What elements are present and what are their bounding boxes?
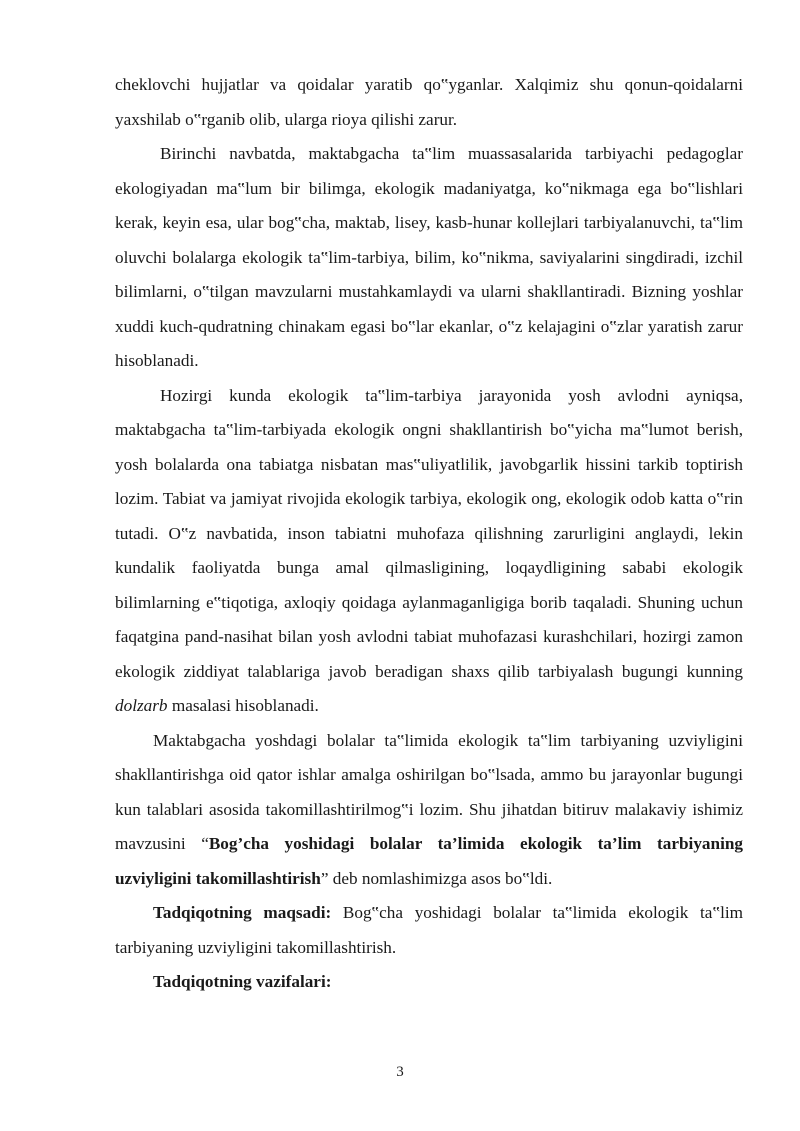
paragraph-2: Birinchi navbatda, maktabgacha ta‟lim muassasalarida tarbiyachi pedagoglar ekologiyadan ma‟lum bir bilimga, ekologik madaniyatga, ko‟nikmaga ega bo‟lishlari kerak, keyin esa, ular bog‟cha, maktab, lisey, kasb-hunar kollejlari tarbiyalanuvchi, ta‟lim oluvchi bolalarga ekologik ta‟lim-tarbiya, bilim, ko‟nikma, saviyalarini singdiradi, izchil bilimlarni, o‟tilgan mavzularni mustahkamlaydi va ularni shakllantiradi. Bizning yoshlar xuddi kuch-qudratning chinakam egasi bo‟lar ekanlar, o‟z kelajagini o‟zlar yaratish zarur hisoblanadi. — [115, 144, 743, 370]
paragraph-3-end: masalasi hisoblanadi. — [167, 696, 319, 715]
paragraph-3-text: Hozirgi kunda ekologik ta‟lim-tarbiya jarayonida yosh avlodni ayniqsa, maktabgacha ta‟lim-tarbiyada ekologik ongni shakllantirish bo‟yicha ma‟lumot berish, yosh bolalarda ona tabiatga nisbatan mas‟uliyatlilik, javobgarlik hissini tarkib toptirish lozim. Tabiat va jamiyat rivojida ekologik tarbiya, ekologik ong, ekologik odob katta o‟rin tutadi. O‟z navbatida, inson tabiatni muhofaza qilishning zarurligini anglaydi, lekin kundalik faoliyatda bunga amal qilmasligining, loqaydligining sababi ekologik bilimlarning e‟tiqotiga, axloqiy qoidaga aylanmaganligiga borib taqaladi. Shuning uchun faqatgina pand-nasihat bilan yosh avlodni tabiat muhofazasi kurashchilari, hozirgi zamon ekologik ziddiyat talablariga javob beradigan shaxs qilib tarbiyalash bugungi kunning — [115, 385, 743, 681]
paragraph-3 — [115, 379, 743, 724]
paragraph-4 — [115, 724, 743, 897]
paragraph-4-end: ” deb nomlashimizga asos bo‟ldi. — [320, 868, 553, 888]
research-tasks-label: Tadqiqotning vazifalari: — [153, 972, 332, 991]
research-tasks — [115, 965, 743, 1000]
thesis-title: Bog’cha yoshidagi bolalar ta’limida ekologik ta’lim tarbiyaning uzviyligini takomillashtirish — [115, 834, 743, 888]
document-page — [115, 68, 743, 1000]
paragraph-4-text: Maktabgacha yoshdagi bolalar ta‟limida ekologik ta‟lim tarbiyaning uzviyligini shakllantirishga oid qator ishlar amalga oshirilgan bo‟lsada, ammo bu jarayonlar bugungi kun talablari asosida takomillashtirilmog‟i lozim. Shu jihatdan bitiruv malakaviy ishimiz mavzusini “ — [115, 730, 743, 853]
page-number: 3 — [396, 1064, 404, 1080]
paragraph-3-italic: dolzarb — [115, 696, 168, 715]
research-goal-text: Bog‟cha yoshidagi bolalar ta‟limida ekologik ta‟lim tarbiyaning uzviyligini takomillashtirish. — [115, 903, 743, 957]
research-goal-label: Tadqiqotning maqsadi: — [153, 903, 332, 922]
paragraph-1: cheklovchi hujjatlar va qoidalar yaratib qo‟yganlar. Xalqimiz shu qonun-qoidalarni yaxshilab o‟rganib olib, ularga rioya qilishi zarur. — [115, 75, 743, 129]
research-goal — [115, 896, 743, 965]
